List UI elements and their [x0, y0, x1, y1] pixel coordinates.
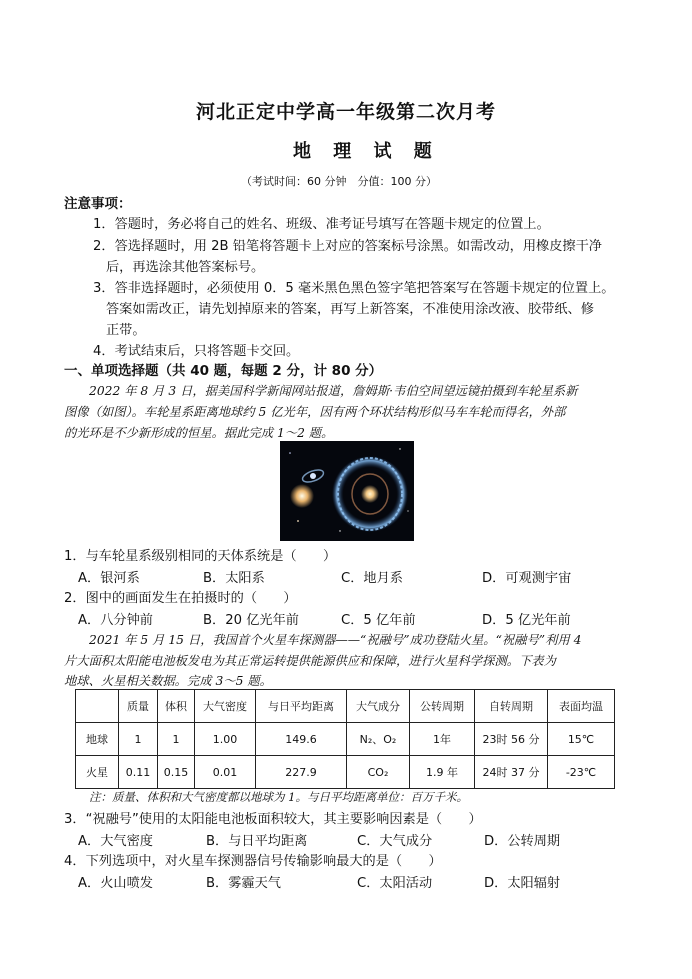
passage-line: 2021 年 5 月 15 日，我国首个火星车探测器——“祝融号”成功登陆火星。“祝融号”利用 4 [89, 633, 582, 647]
table-header-cell: 大气密度 [195, 690, 256, 723]
table-cell: 227.9 [256, 756, 347, 789]
question-1-option-b[interactable]: B．太阳系 [203, 571, 265, 586]
question-3-option-b[interactable]: B．与日平均距离 [206, 834, 308, 849]
notice-heading: 注意事项： [64, 196, 132, 212]
table-cell: CO₂ [347, 756, 410, 789]
table-cell: 0.15 [158, 756, 195, 789]
table-header-cell: 体积 [158, 690, 195, 723]
table-row [76, 723, 615, 756]
question-1-option-a[interactable]: A．银河系 [78, 571, 140, 586]
notice-line: 答案如需改正，请先划掉原来的答案，再写上新答案，不准使用涂改液、胶带纸、修 [106, 302, 594, 317]
table-cell: -23℃ [548, 756, 615, 789]
table-cell: 1 [119, 723, 158, 756]
table-note: 注：质量、体积和大气密度都以地球为 1。与日平均距离单位：百万千米。 [89, 790, 468, 804]
section-heading: 一、单项选择题（共 40 题，每题 2 分，计 80 分） [64, 363, 383, 379]
table-header-cell: 大气成分 [347, 690, 410, 723]
table-header-cell: 质量 [119, 690, 158, 723]
question-3-option-d[interactable]: D．公转周期 [484, 834, 561, 849]
question-1-option-d[interactable]: D．可观测宇宙 [482, 571, 572, 586]
table-cell: 24时 37 分 [475, 756, 548, 789]
passage-line: 图像（如图）。车轮星系距离地球约 5 亿光年，因有两个环状结构形似马车车轮而得名，外部 [64, 405, 566, 419]
table-cell: N₂、O₂ [347, 723, 410, 756]
question-2-stem: 2．图中的画面发生在拍摄时的（ ） [64, 591, 297, 606]
notice-line: 后，再选涂其他答案标号。 [106, 260, 265, 275]
passage-line: 的光环是不少新形成的恒星。据此完成 1～2 题。 [64, 426, 334, 440]
subject-title: 地 理 试 题 [293, 141, 440, 162]
table-cell: 1.9 年 [410, 756, 475, 789]
passage-line: 地球、火星相关数据。完成 3～5 题。 [64, 674, 272, 688]
table-cell: 1 [158, 723, 195, 756]
passage-line: 片大面积太阳能电池板发电为其正常运转提供能源供应和保障，进行火星科学探测。下表为 [64, 654, 556, 668]
table-row [76, 756, 615, 789]
question-3-option-a[interactable]: A．大气密度 [78, 834, 153, 849]
table-cell: 23时 56 分 [475, 723, 548, 756]
question-4-option-c[interactable]: C．太阳活动 [357, 876, 433, 891]
notice-line: 正带。 [106, 323, 146, 338]
question-1-option-c[interactable]: C．地月系 [341, 571, 403, 586]
cartwheel-galaxy-illustration [280, 441, 414, 541]
notice-line: 1．答题时，务必将自己的姓名、班级、准考证号填写在答题卡规定的位置上。 [93, 217, 550, 232]
cartwheel-galaxy-image [280, 441, 414, 541]
table-cell: 15℃ [548, 723, 615, 756]
table-cell: 149.6 [256, 723, 347, 756]
table-header-row [76, 690, 615, 723]
question-4-option-b[interactable]: B．雾霾天气 [206, 876, 281, 891]
notice-line: 2．答选择题时，用 2B 铅笔将答题卡上对应的答案标号涂黑。如需改动，用橡皮擦干净 [93, 239, 602, 254]
table-cell: 地球 [76, 723, 119, 756]
passage-line: 2022 年 8 月 3 日，据美国科学新闻网站报道，詹姆斯·韦伯空间望远镜拍摄到车轮星系新 [89, 384, 578, 398]
earth-mars-data-table [75, 689, 615, 789]
table-cell: 火星 [76, 756, 119, 789]
notice-line: 3．答非选择题时，必须使用 0．5 毫米黑色黑色签字笔把答案写在答题卡规定的位置上。 [93, 281, 615, 296]
question-3-stem: 3．“祝融号”使用的太阳能电池板面积较大，其主要影响因素是（ ） [64, 812, 482, 827]
table-header-cell: 公转周期 [410, 690, 475, 723]
question-2-option-d[interactable]: D．5 亿光年前 [482, 613, 571, 628]
table-cell: 0.01 [195, 756, 256, 789]
table-header-cell [76, 690, 119, 723]
question-4-option-d[interactable]: D．太阳辐射 [484, 876, 561, 891]
notice-line: 4．考试结束后，只将答题卡交回。 [93, 344, 300, 359]
exam-info: （考试时间：60 分钟 分值：100 分） [241, 175, 437, 188]
page-title: 河北正定中学高一年级第二次月考 [196, 101, 497, 123]
question-2-option-b[interactable]: B．20 亿光年前 [203, 613, 299, 628]
table-cell: 1年 [410, 723, 475, 756]
question-1-stem: 1．与车轮星系级别相同的天体系统是（ ） [64, 549, 337, 564]
table-header-cell: 表面均温 [548, 690, 615, 723]
table-header-cell: 与日平均距离 [256, 690, 347, 723]
table-header-cell: 自转周期 [475, 690, 548, 723]
question-2-option-c[interactable]: C．5 亿年前 [341, 613, 416, 628]
table-cell: 1.00 [195, 723, 256, 756]
question-2-option-a[interactable]: A．八分钟前 [78, 613, 153, 628]
table-cell: 0.11 [119, 756, 158, 789]
question-3-option-c[interactable]: C．大气成分 [357, 834, 433, 849]
question-4-option-a[interactable]: A．火山喷发 [78, 876, 153, 891]
question-4-stem: 4．下列选项中，对火星车探测器信号传输影响最大的是（ ） [64, 854, 442, 869]
